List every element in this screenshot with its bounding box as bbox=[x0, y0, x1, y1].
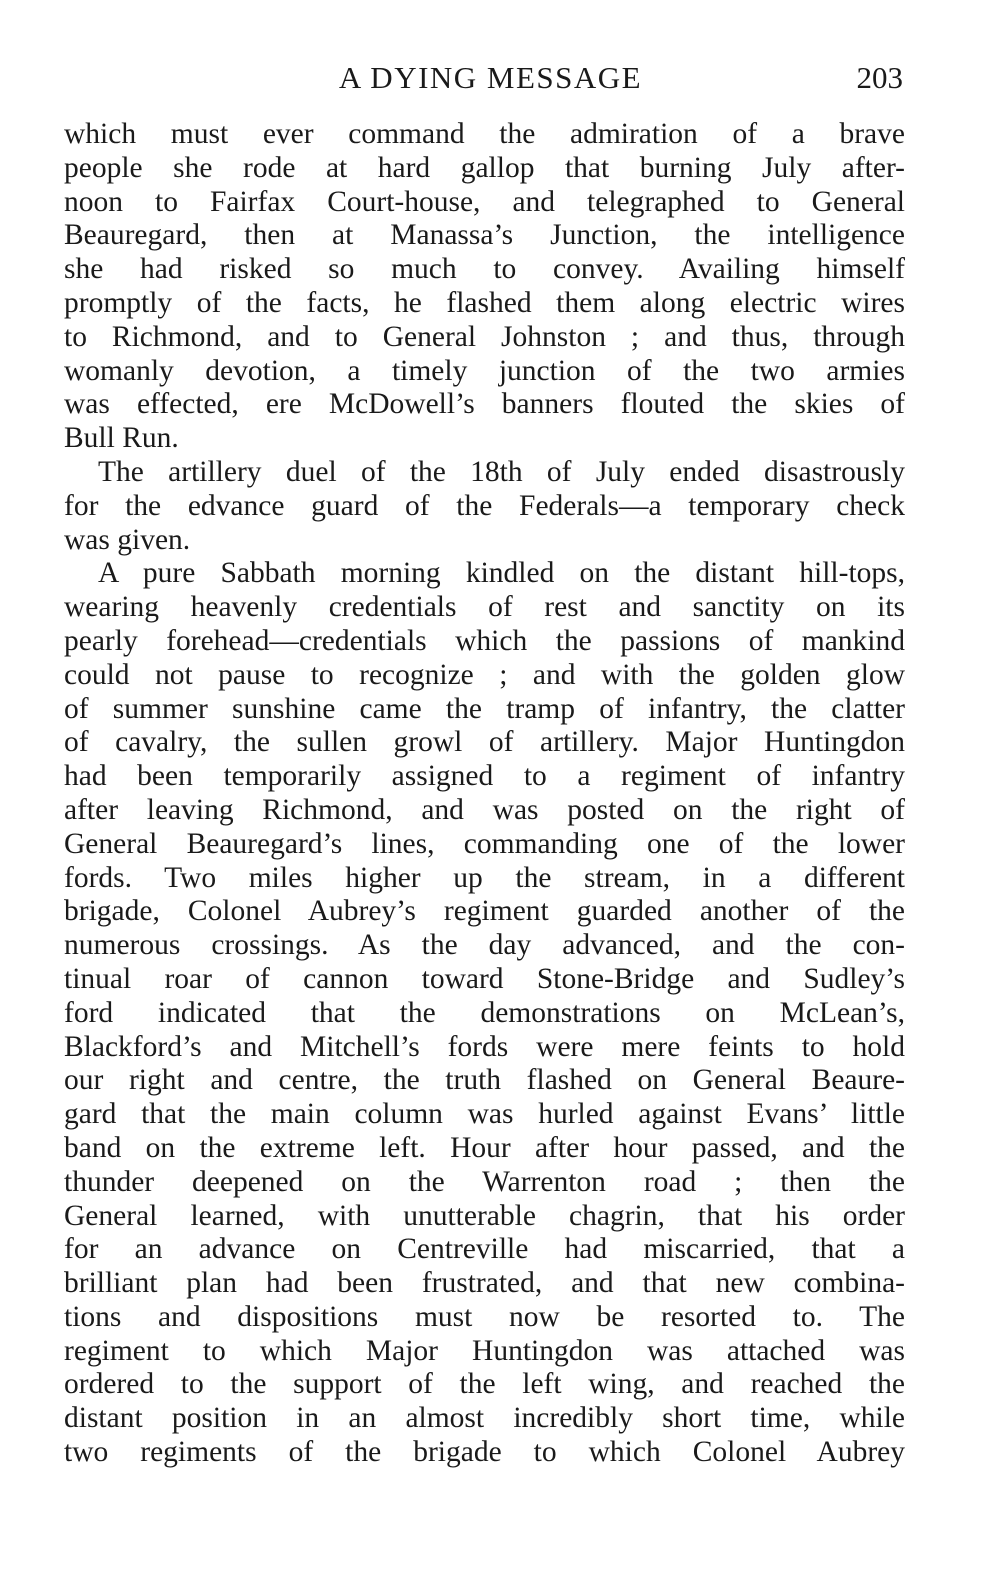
text-line: ford indicated that the demonstrations on McLean’s, bbox=[64, 996, 905, 1029]
text-line: had been temporarily assigned to a regiment of infantry bbox=[64, 760, 905, 793]
text-line: regiment to which Major Huntingdon was attached was bbox=[64, 1334, 905, 1367]
text-line: for the edvance guard of the Federals—a temporary check bbox=[64, 489, 905, 522]
text-line: was given. bbox=[64, 523, 191, 556]
text-line: band on the extreme left. Hour after hour passed, and the bbox=[64, 1131, 905, 1164]
text-line: two regiments of the brigade to which Colonel Aubrey bbox=[64, 1436, 905, 1469]
text-line: tinual roar of cannon toward Stone-Bridge and Sudley’s bbox=[64, 962, 905, 995]
text-line: Beauregard, then at Manassa’s Junction, the intelligence bbox=[64, 219, 905, 252]
text-line: promptly of the facts, he flashed them along electric wires bbox=[64, 286, 905, 319]
text-line: General Beauregard’s lines, commanding one of the lower bbox=[64, 827, 905, 860]
text-line: distant position in an almost incredibly short time, while bbox=[64, 1402, 905, 1435]
text-line: noon to Fairfax Court-house, and telegraphed to General bbox=[64, 185, 905, 218]
text-line: General learned, with unutterable chagrin, that his order bbox=[64, 1199, 905, 1232]
running-head bbox=[64, 52, 905, 104]
text-line: Bull Run. bbox=[64, 422, 179, 455]
page-number: 203 bbox=[856, 60, 903, 95]
text-line: of summer sunshine came the tramp of infantry, the clatter bbox=[64, 692, 905, 725]
text-line: thunder deepened on the Warrenton road ; then the bbox=[64, 1165, 905, 1198]
text-line: fords. Two miles higher up the stream, in a different bbox=[64, 861, 905, 894]
text-line: womanly devotion, a timely junction of the two armies bbox=[64, 354, 905, 387]
text-line: our right and centre, the truth flashed on General Beaure- bbox=[64, 1064, 905, 1097]
text-line: brigade, Colonel Aubrey’s regiment guarded another of the bbox=[64, 895, 905, 928]
book-page bbox=[64, 52, 905, 1470]
text-line: for an advance on Centreville had miscarried, that a bbox=[64, 1233, 905, 1266]
text-line: gard that the main column was hurled against Evans’ little bbox=[64, 1098, 905, 1131]
running-title: A DYING MESSAGE bbox=[338, 60, 643, 95]
text-line: people she rode at hard gallop that burning July after- bbox=[64, 151, 905, 184]
text-line: she had risked so much to convey. Availing himself bbox=[64, 253, 905, 286]
text-line: ordered to the support of the left wing, and reached the bbox=[64, 1368, 905, 1401]
text-line: to Richmond, and to General Johnston ; and thus, through bbox=[64, 320, 905, 353]
text-line: could not pause to recognize ; and with the golden glow bbox=[64, 658, 905, 691]
text-line: wearing heavenly credentials of rest and sanctity on its bbox=[64, 591, 905, 624]
text-line: which must ever command the admiration of a brave bbox=[64, 118, 905, 150]
text-line: after leaving Richmond, and was posted on the right of bbox=[64, 793, 905, 826]
text-line: tions and dispositions must now be resorted to. The bbox=[64, 1300, 905, 1333]
text-line: of cavalry, the sullen growl of artillery. Major Huntingdon bbox=[64, 726, 905, 759]
text-line: A pure Sabbath morning kindled on the distant hill-tops, bbox=[98, 557, 905, 590]
text-line: brilliant plan had been frustrated, and that new combina- bbox=[64, 1267, 905, 1300]
text-line: pearly forehead—credentials which the passions of mankind bbox=[64, 624, 905, 657]
text-line: was effected, ere McDowell’s banners flouted the skies of bbox=[64, 388, 905, 421]
text-line: numerous crossings. As the day advanced, and the con- bbox=[64, 929, 905, 962]
text-line: The artillery duel of the 18th of July ended disastrously bbox=[98, 455, 905, 488]
body-text bbox=[64, 118, 905, 1470]
text-line: Blackford’s and Mitchell’s fords were mere feints to hold bbox=[64, 1030, 905, 1063]
